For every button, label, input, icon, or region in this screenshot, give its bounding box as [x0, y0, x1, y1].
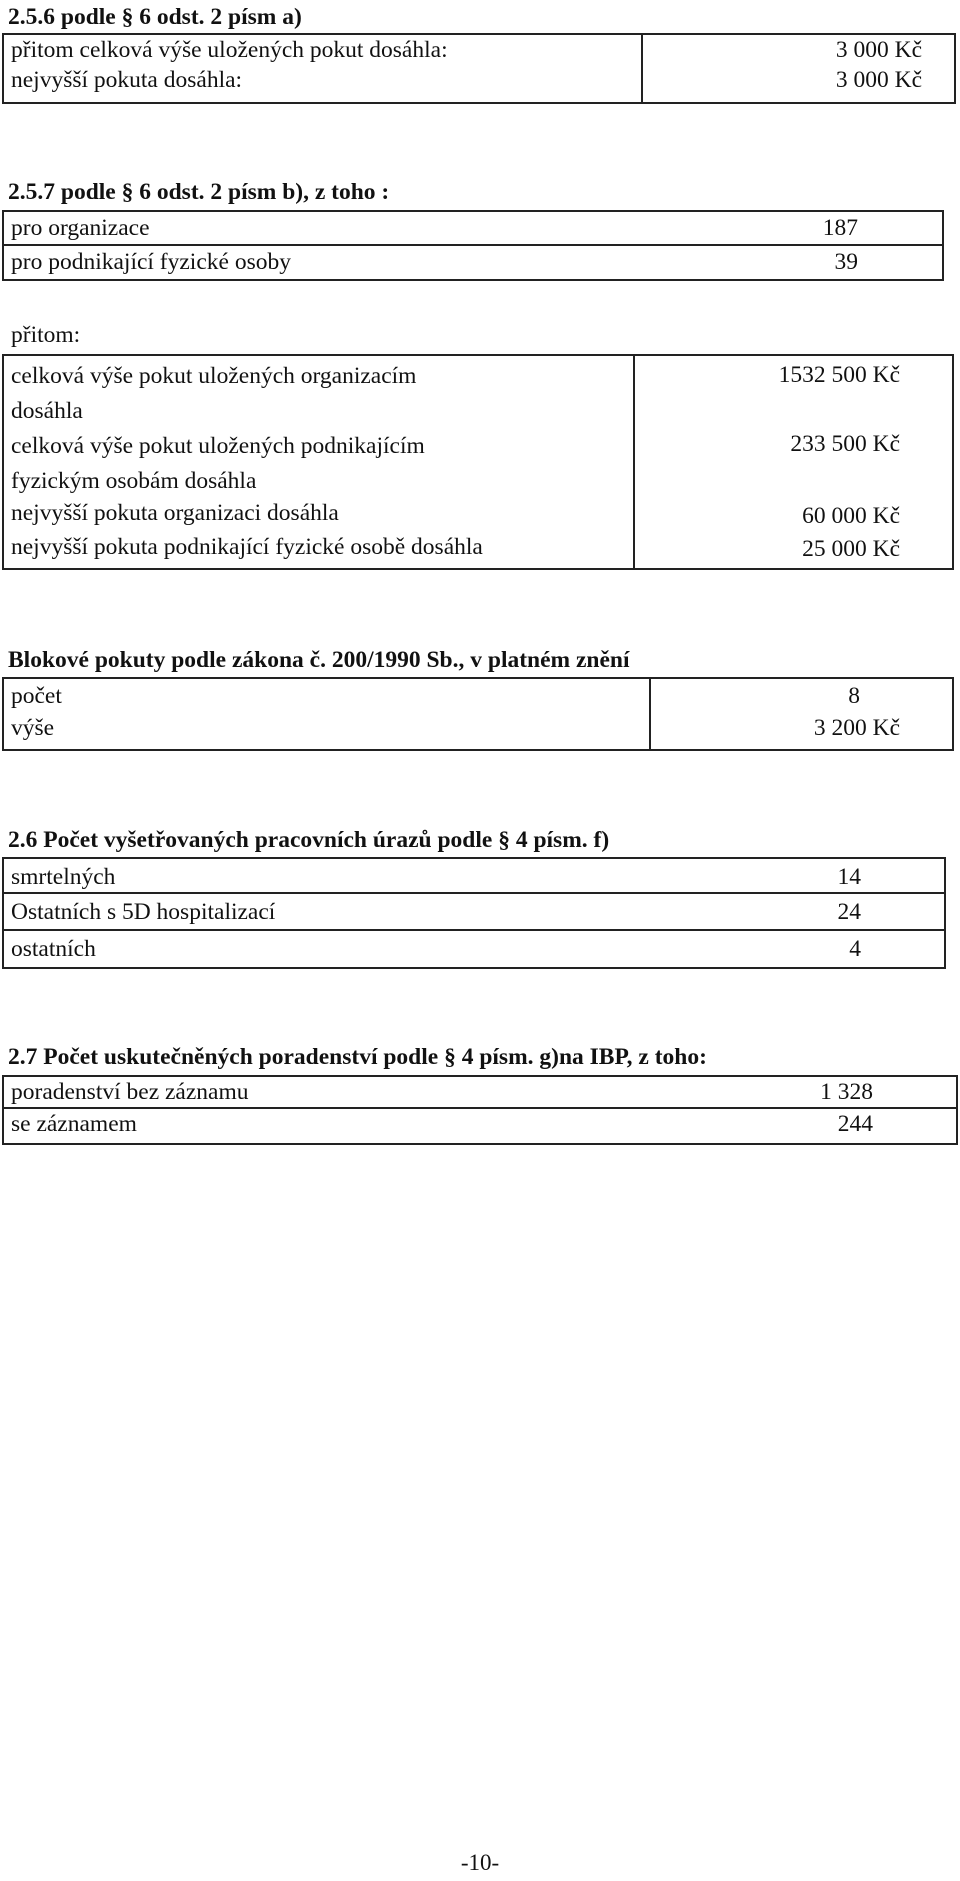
- section-2-5-6-heading: 2.5.6 podle § 6 odst. 2 písm a): [8, 4, 302, 30]
- table-row: [3, 714, 953, 750]
- row-label-line1: celková výše pokut uložených podnikajícím: [11, 433, 425, 459]
- section-2-5-6-table: [2, 33, 956, 104]
- row-value: 187: [660, 211, 943, 245]
- row-value: 244: [837, 1111, 873, 1137]
- row-label: výše: [3, 714, 650, 750]
- row-label: nejvyšší pokuta dosáhla:: [11, 67, 243, 93]
- table-row: [3, 858, 945, 893]
- row-label-line2: dosáhla: [11, 398, 83, 424]
- table-row: [3, 211, 943, 245]
- table-row: [3, 429, 953, 499]
- row-value: 60 000 Kč: [802, 503, 900, 529]
- row-value: 233 500 Kč: [790, 431, 900, 457]
- table-row: [3, 66, 955, 103]
- row-value: 8: [848, 683, 860, 709]
- row-value: 3 000 Kč: [642, 34, 955, 66]
- row-value: 1 328: [649, 1076, 957, 1108]
- row-value: 1532 500 Kč: [778, 362, 900, 388]
- table-row: [3, 355, 953, 429]
- table-row: [3, 245, 943, 280]
- row-label-line1: celková výše pokut uložených organizacím: [11, 363, 417, 389]
- section-2-6-heading: 2.6 Počet vyšetřovaných pracovních úrazů podle § 4 písm. f): [8, 827, 610, 853]
- row-value: 14: [649, 858, 945, 893]
- row-label: smrtelných: [3, 858, 649, 893]
- row-label: přitom celková výše uložených pokut dosáhla:: [11, 37, 448, 63]
- row-value: 24: [649, 893, 945, 930]
- row-label: Ostatních s 5D hospitalizací: [3, 893, 649, 930]
- row-label: ostatních: [11, 936, 96, 962]
- section-2-5-7-table: [2, 210, 944, 281]
- row-label: se záznamem: [11, 1111, 137, 1137]
- row-value: 39: [834, 249, 858, 275]
- pritom-table: [2, 354, 954, 570]
- row-label: poradenství bez záznamu: [3, 1076, 649, 1108]
- row-value: 25 000 Kč: [802, 536, 900, 562]
- section-2-7-heading: 2.7 Počet uskutečněných poradenství podle § 4 písm. g)na IBP, z toho:: [8, 1044, 707, 1070]
- row-label: počet: [3, 678, 650, 714]
- table-row: [3, 533, 953, 569]
- row-label: nejvyšší pokuta organizaci dosáhla: [3, 499, 634, 533]
- row-value: 4: [849, 936, 861, 962]
- table-row: [3, 1076, 957, 1108]
- table-row: [3, 678, 953, 714]
- row-label: nejvyšší pokuta podnikající fyzické osobě dosáhla: [3, 533, 634, 569]
- table-row: [3, 499, 953, 533]
- blokove-pokuty-heading: Blokové pokuty podle zákona č. 200/1990 Sb., v platném znění: [8, 647, 630, 673]
- section-2-6-table: [2, 857, 946, 969]
- table-row: [3, 930, 945, 968]
- row-value: 3 000 Kč: [642, 66, 955, 103]
- table-row: [3, 34, 955, 66]
- pritom-label: přitom:: [11, 322, 81, 348]
- row-label: [3, 355, 634, 429]
- section-2-7-table: [2, 1075, 958, 1145]
- row-value: 3 200 Kč: [813, 715, 900, 741]
- row-label-line2: fyzickým osobám dosáhla: [11, 468, 257, 494]
- table-row: [3, 1108, 957, 1144]
- row-label: pro organizace: [3, 211, 660, 245]
- blokove-pokuty-table: [2, 677, 954, 751]
- page-number: -10-: [460, 1850, 500, 1875]
- table-row: [3, 893, 945, 930]
- row-label: pro podnikající fyzické osoby: [11, 249, 291, 275]
- row-label: [3, 429, 634, 499]
- section-2-5-7-heading: 2.5.7 podle § 6 odst. 2 písm b), z toho :: [8, 179, 390, 205]
